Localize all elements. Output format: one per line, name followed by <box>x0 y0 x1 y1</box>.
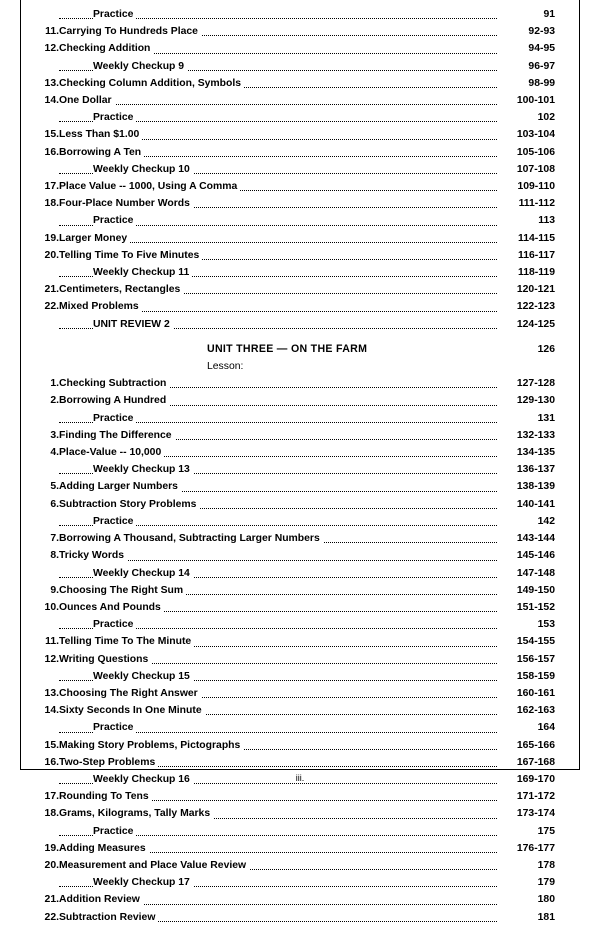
toc-row-title-text: Borrowing A Hundred <box>59 395 169 406</box>
toc-row-title <box>59 58 497 75</box>
toc-row <box>33 599 555 616</box>
toc-row-title <box>59 444 497 461</box>
toc-row-title-text: Weekly Checkup 10 <box>93 164 193 175</box>
toc-row-title-text: Place-Value -- 10,000 <box>59 447 164 458</box>
toc-row-title-text: Addition Review <box>59 894 143 905</box>
toc-row <box>33 478 555 495</box>
toc-row-title-text: Practice <box>93 112 136 123</box>
toc-row-title-text: Subtraction Review <box>59 912 158 923</box>
toc-row <box>33 195 555 212</box>
toc-row-title-text: Practice <box>93 619 136 630</box>
toc-row-number: 21. <box>44 284 59 296</box>
toc-row-title <box>59 375 497 392</box>
toc-row-number: 14. <box>44 705 59 717</box>
toc-row-number: 16. <box>44 756 59 768</box>
toc-row-pages: 138-139 <box>516 481 555 493</box>
toc-row-title <box>59 668 497 685</box>
toc-row-title <box>59 857 497 874</box>
toc-row-title <box>59 616 497 633</box>
toc-row-title-text: Grams, Kilograms, Tally Marks <box>59 808 213 819</box>
toc-row <box>33 161 555 178</box>
toc-row-number: 3. <box>50 429 59 441</box>
toc-row-number: 17. <box>44 791 59 803</box>
toc-row-number: 22. <box>44 911 59 923</box>
toc-row <box>33 840 555 857</box>
toc-row-pages: 96-97 <box>528 60 555 72</box>
toc-row-pages: 169-170 <box>516 773 555 785</box>
toc-row-number: 15. <box>44 739 59 751</box>
toc-row-pages: 105-106 <box>516 146 555 158</box>
toc-content <box>33 6 573 926</box>
toc-row-title-text: Adding Measures <box>59 843 149 854</box>
toc-row-number: 6. <box>50 498 59 510</box>
toc-row-title <box>59 582 497 599</box>
toc-row-pages: 176-177 <box>516 842 555 854</box>
toc-row-number <box>33 6 59 23</box>
toc-row-title-text: Practice <box>93 826 136 837</box>
toc-row-title <box>59 633 497 650</box>
toc-row-number <box>33 513 59 530</box>
toc-row <box>33 857 555 874</box>
toc-row <box>33 392 555 409</box>
toc-row <box>33 92 555 109</box>
toc-row <box>33 298 555 315</box>
toc-row-number <box>33 109 59 126</box>
toc-row-pages: 107-108 <box>516 163 555 175</box>
toc-row-pages: 154-155 <box>516 636 555 648</box>
toc-row-title-text: Checking Subtraction <box>59 378 169 389</box>
toc-row-pages: 162-163 <box>516 705 555 717</box>
toc-row-title-text: Centimeters, Rectangles <box>59 284 183 295</box>
unit-three-num <box>33 341 207 358</box>
toc-row-number: 19. <box>44 842 59 854</box>
toc-row-title <box>59 40 497 57</box>
toc-row-title-text: Choosing The Right Sum <box>59 585 186 596</box>
toc-row-number: 18. <box>44 198 59 210</box>
toc-row-pages: 171-172 <box>516 791 555 803</box>
toc-row-title-text: Practice <box>93 413 136 424</box>
toc-row-pages: 124-125 <box>516 318 555 330</box>
toc-row-title <box>59 281 497 298</box>
toc-row-pages: 180 <box>537 894 555 906</box>
toc-row-number <box>33 461 59 478</box>
page-folio: iii. <box>295 773 305 783</box>
toc-row-pages: 181 <box>537 911 555 923</box>
toc-row-title <box>59 719 497 736</box>
toc-row <box>33 616 555 633</box>
unit-three-pages: 126 <box>537 343 555 355</box>
toc-row-title <box>59 392 497 409</box>
toc-row <box>33 230 555 247</box>
toc-row-title-text: Ounces And Pounds <box>59 602 164 613</box>
toc-row-title <box>59 805 497 822</box>
toc-row-title-text: Tricky Words <box>59 550 127 561</box>
toc-row <box>33 247 555 264</box>
toc-row-pages: 145-146 <box>516 550 555 562</box>
toc-row <box>33 685 555 702</box>
toc-row <box>33 281 555 298</box>
toc-row-number: 20. <box>44 859 59 871</box>
toc-row <box>33 565 555 582</box>
toc-table-part2 <box>33 375 555 926</box>
toc-row <box>33 316 555 333</box>
toc-row-title-text: Weekly Checkup 13 <box>93 464 193 475</box>
toc-row-title <box>59 737 497 754</box>
toc-row-title <box>59 909 497 926</box>
toc-row-number: 7. <box>50 533 59 545</box>
toc-row-pages: 94-95 <box>528 43 555 55</box>
toc-row-title-text: Sixty Seconds In One Minute <box>59 705 205 716</box>
toc-row-pages: 178 <box>537 859 555 871</box>
toc-row <box>33 427 555 444</box>
toc-row-number: 12. <box>44 653 59 665</box>
toc-row <box>33 410 555 427</box>
toc-row <box>33 126 555 143</box>
toc-row-number: 2. <box>50 395 59 407</box>
lesson-label-cell: Lesson: <box>207 358 381 375</box>
toc-row-pages: 151-152 <box>516 601 555 613</box>
toc-row-number: 13. <box>44 687 59 699</box>
toc-row-title-text: Weekly Checkup 16 <box>93 774 193 785</box>
toc-row-title <box>59 6 497 23</box>
toc-row-number: 17. <box>44 181 59 193</box>
unit-three-title: UNIT THREE — ON THE FARM <box>207 341 381 358</box>
toc-row-pages: 165-166 <box>516 739 555 751</box>
toc-table-part1 <box>33 6 555 333</box>
toc-row-title <box>59 75 497 92</box>
lesson-label-pages <box>381 358 555 375</box>
toc-row-pages: 129-130 <box>516 395 555 407</box>
toc-row-number <box>33 668 59 685</box>
toc-row-pages: 140-141 <box>516 498 555 510</box>
toc-row-pages: 109-110 <box>517 181 555 193</box>
toc-row-number: 18. <box>44 808 59 820</box>
toc-row <box>33 737 555 754</box>
toc-row <box>33 651 555 668</box>
unit-three-heading-row <box>33 341 555 358</box>
toc-row-title-text: Weekly Checkup 9 <box>93 61 187 72</box>
toc-row-title-text: Rounding To Tens <box>59 791 152 802</box>
toc-row-pages: 160-161 <box>516 687 555 699</box>
toc-row-title-text: Writing Questions <box>59 654 151 665</box>
toc-row <box>33 178 555 195</box>
toc-row-number: 10. <box>44 601 59 613</box>
toc-row <box>33 212 555 229</box>
toc-row-pages: 175 <box>537 825 555 837</box>
toc-row-number <box>33 823 59 840</box>
toc-row-title <box>59 92 497 109</box>
toc-row-pages: 102 <box>537 112 555 124</box>
toc-row-title <box>59 547 497 564</box>
toc-row-title <box>59 702 497 719</box>
toc-row-title <box>59 161 497 178</box>
toc-row-title-text: One Dollar <box>59 95 115 106</box>
toc-row-title-text: Practice <box>93 9 136 20</box>
toc-row-title <box>59 478 497 495</box>
toc-row-title <box>59 126 497 143</box>
toc-row-number <box>33 161 59 178</box>
toc-row-number <box>33 719 59 736</box>
toc-row-title <box>59 685 497 702</box>
toc-row-title <box>59 247 497 264</box>
toc-row <box>33 23 555 40</box>
toc-row-title-text: Telling Time To The Minute <box>59 636 194 647</box>
toc-row-number: 11. <box>45 636 59 648</box>
toc-row-number <box>33 316 59 333</box>
toc-row-pages: 173-174 <box>516 808 555 820</box>
toc-row-title <box>59 212 497 229</box>
toc-row-title <box>59 23 497 40</box>
toc-row <box>33 40 555 57</box>
toc-row <box>33 496 555 513</box>
toc-row <box>33 444 555 461</box>
toc-row-pages: 147-148 <box>516 567 555 579</box>
toc-row-title <box>59 754 497 771</box>
toc-row <box>33 6 555 23</box>
toc-row <box>33 823 555 840</box>
toc-row-pages: 120-121 <box>516 284 555 296</box>
toc-row-title <box>59 651 497 668</box>
toc-row-title-text: Checking Column Addition, Symbols <box>59 78 244 89</box>
toc-row <box>33 909 555 926</box>
toc-row-number: 19. <box>44 232 59 244</box>
toc-row-pages: 143-144 <box>516 533 555 545</box>
toc-row <box>33 668 555 685</box>
toc-row-pages: 164 <box>537 722 555 734</box>
toc-row-title <box>59 823 497 840</box>
toc-row-title <box>59 316 497 333</box>
toc-row-pages: 113 <box>538 215 555 227</box>
toc-row-number: 21. <box>44 894 59 906</box>
lesson-label-row <box>33 358 555 375</box>
toc-row-title-text: Four-Place Number Words <box>59 198 193 209</box>
toc-row-title-text: Larger Money <box>59 233 130 244</box>
toc-row-title-text: Practice <box>93 516 136 527</box>
toc-row-pages: 156-157 <box>516 653 555 665</box>
toc-row-pages: 100-101 <box>516 95 555 107</box>
toc-row <box>33 702 555 719</box>
toc-row-pages: 179 <box>537 877 555 889</box>
toc-row <box>33 375 555 392</box>
toc-row-pages: 103-104 <box>516 129 555 141</box>
toc-row-title-text: Place Value -- 1000, Using A Comma <box>59 181 240 192</box>
toc-row-title-text: Weekly Checkup 11 <box>93 267 192 278</box>
toc-row-number: 20. <box>44 249 59 261</box>
toc-row-number <box>33 874 59 891</box>
toc-row-number: 1. <box>50 378 59 390</box>
leader-dots <box>59 104 497 105</box>
toc-row-pages: 149-150 <box>516 584 555 596</box>
toc-row <box>33 144 555 161</box>
toc-row-number: 8. <box>50 550 59 562</box>
toc-row-title-text: Borrowing A Ten <box>59 147 144 158</box>
toc-row <box>33 58 555 75</box>
toc-row <box>33 530 555 547</box>
toc-row <box>33 461 555 478</box>
toc-row-title-text: Finding The Difference <box>59 430 175 441</box>
toc-row-title <box>59 230 497 247</box>
toc-row <box>33 874 555 891</box>
toc-row-number: 4. <box>50 447 59 459</box>
toc-row-title <box>59 427 497 444</box>
toc-row <box>33 75 555 92</box>
toc-row-pages: 122-123 <box>516 301 555 313</box>
toc-row-title <box>59 178 497 195</box>
toc-row-title <box>59 496 497 513</box>
toc-row-pages: 118-119 <box>518 267 555 279</box>
toc-row-number <box>33 616 59 633</box>
toc-row-pages: 127-128 <box>516 378 555 390</box>
toc-row-pages: 98-99 <box>528 77 555 89</box>
toc-row-pages: 142 <box>537 515 555 527</box>
toc-row-pages: 111-112 <box>518 198 555 210</box>
toc-row-pages: 136-137 <box>516 464 555 476</box>
toc-row-title-text: Less Than $1.00 <box>59 129 142 140</box>
toc-row-title-text: Borrowing A Thousand, Subtracting Larger Numbers <box>59 533 323 544</box>
toc-row-title <box>59 264 497 281</box>
toc-row-title-text: Carrying To Hundreds Place <box>59 26 201 37</box>
spacer-row <box>33 333 555 341</box>
toc-row <box>33 582 555 599</box>
toc-row-title-text: Checking Addition <box>59 43 153 54</box>
toc-row-pages: 158-159 <box>516 670 555 682</box>
toc-row-title-text: Telling Time To Five Minutes <box>59 250 202 261</box>
toc-row-title-text: Adding Larger Numbers <box>59 481 181 492</box>
toc-row-title <box>59 195 497 212</box>
toc-row-number <box>33 212 59 229</box>
toc-row-pages: 134-135 <box>516 447 555 459</box>
toc-row-title <box>59 891 497 908</box>
toc-row-title-text: UNIT REVIEW 2 <box>93 319 173 330</box>
toc-row-title <box>59 530 497 547</box>
toc-row-title-text: Mixed Problems <box>59 301 142 312</box>
toc-row-title-text: Subtraction Story Problems <box>59 499 199 510</box>
toc-row <box>33 513 555 530</box>
lesson-label-num <box>33 358 207 375</box>
toc-row-pages: 167-168 <box>516 756 555 768</box>
toc-row-number: 15. <box>44 129 59 141</box>
toc-row-pages: 131 <box>537 412 555 424</box>
toc-row-title-text: Practice <box>93 722 136 733</box>
toc-row <box>33 109 555 126</box>
toc-row-number: 12. <box>44 43 59 55</box>
toc-row-title-text: Measurement and Place Value Review <box>59 860 249 871</box>
toc-row <box>33 719 555 736</box>
toc-row-number: 11. <box>45 26 59 38</box>
toc-row-title <box>59 298 497 315</box>
toc-row-pages: 132-133 <box>516 429 555 441</box>
toc-row-title <box>59 874 497 891</box>
toc-row <box>33 264 555 281</box>
toc-row-title <box>59 144 497 161</box>
toc-row-pages: 114-115 <box>518 232 555 244</box>
toc-row-number <box>33 264 59 281</box>
toc-row-number: 16. <box>44 146 59 158</box>
toc-row-number: 9. <box>50 584 59 596</box>
toc-row-number: 5. <box>50 481 59 493</box>
toc-row-title-text: Making Story Problems, Pictographs <box>59 740 243 751</box>
toc-row-title-text: Weekly Checkup 14 <box>93 568 193 579</box>
toc-row-title-text: Weekly Checkup 17 <box>93 877 193 888</box>
toc-row-title-text: Choosing The Right Answer <box>59 688 201 699</box>
toc-row-number: 13. <box>44 77 59 89</box>
toc-row-title <box>59 599 497 616</box>
toc-row-title <box>59 410 497 427</box>
toc-row <box>33 891 555 908</box>
toc-row-number: 22. <box>44 301 59 313</box>
toc-row-number <box>33 410 59 427</box>
toc-row-title <box>59 840 497 857</box>
toc-row-title-text: Two-Step Problems <box>59 757 158 768</box>
toc-row-number <box>33 565 59 582</box>
toc-row-number <box>33 58 59 75</box>
toc-row-title <box>59 461 497 478</box>
toc-row-title-text: Weekly Checkup 15 <box>93 671 193 682</box>
toc-row-title <box>59 109 497 126</box>
toc-row-pages: 153 <box>537 619 555 631</box>
toc-row-pages: 92-93 <box>528 26 555 38</box>
toc-row-title <box>59 513 497 530</box>
toc-row <box>33 754 555 771</box>
toc-row <box>33 805 555 822</box>
toc-row-pages: 91 <box>543 9 555 20</box>
toc-unit-heading-block <box>33 333 555 375</box>
toc-row-number: 14. <box>44 95 59 107</box>
toc-row <box>33 633 555 650</box>
toc-row <box>33 547 555 564</box>
toc-row-title <box>59 565 497 582</box>
toc-row-pages: 116-117 <box>518 249 555 261</box>
toc-row-title-text: Practice <box>93 215 136 226</box>
